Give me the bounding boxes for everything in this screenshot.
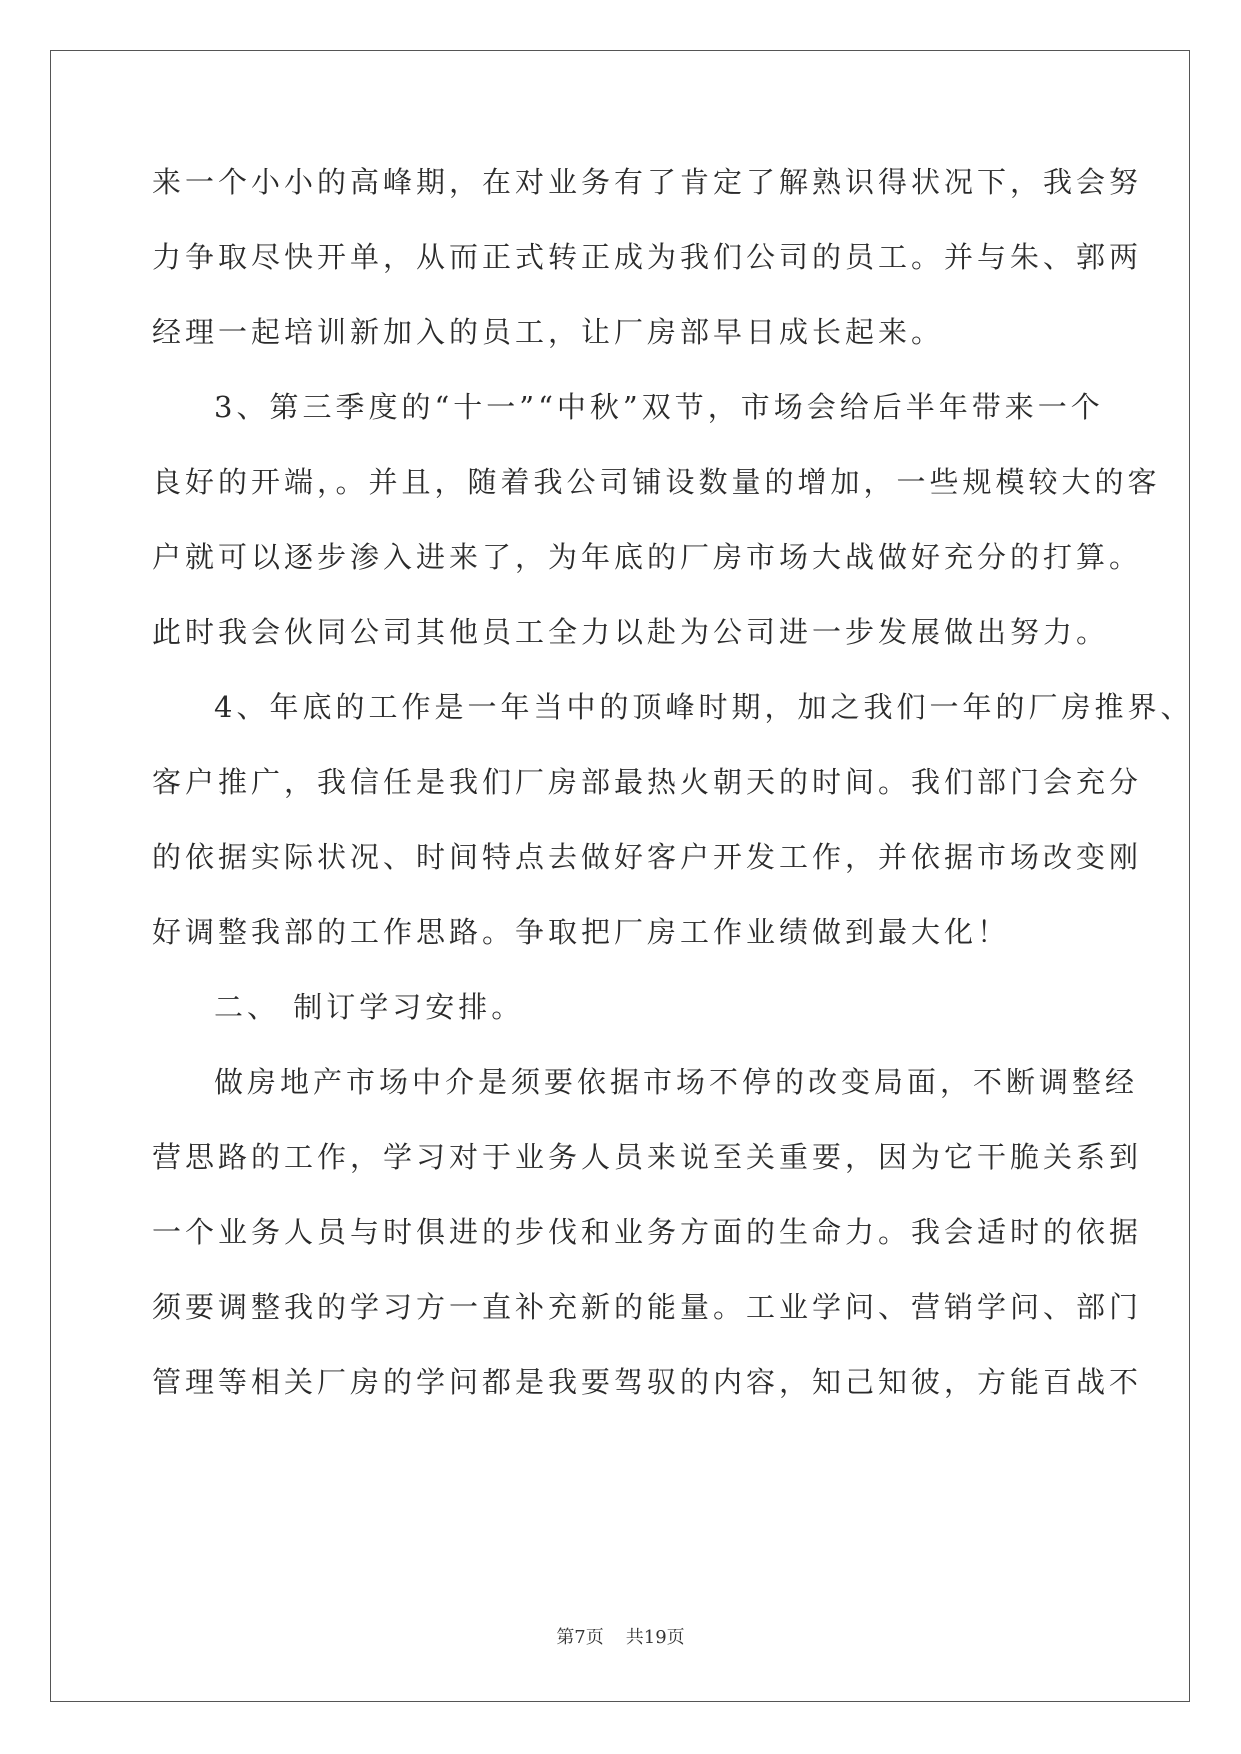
page-footer xyxy=(0,1623,1241,1649)
text-line: 经理一起培训新加入的员工，让厂房部早日成长起来。 xyxy=(152,315,945,349)
text-line: 的依据实际状况、时间特点去做好客户开发工作，并依据市场改变刚 xyxy=(152,840,1143,874)
text-line: 户就可以逐步渗入进来了，为年底的厂房市场大战做好充分的打算。 xyxy=(152,540,1143,574)
section-heading: 二、 制订学习安排。 xyxy=(214,990,525,1024)
text-line: 管理等相关厂房的学问都是我要驾驭的内容，知己知彼，方能百战不 xyxy=(152,1365,1143,1399)
page-total: 共19页 xyxy=(625,1627,685,1648)
text-line: 良好的开端，。并且，随着我公司铺设数量的增加，一些规模较大的客 xyxy=(152,465,1161,499)
text-line: 一个业务人员与时俱进的步伐和业务方面的生命力。我会适时的依据 xyxy=(152,1215,1143,1249)
text-line: 须要调整我的学习方一直补充新的能量。工业学问、营销学问、部门 xyxy=(152,1290,1143,1324)
page-number: 第7页 xyxy=(556,1627,604,1648)
text-line: 力争取尽快开单，从而正式转正成为我们公司的员工。并与朱、郭两 xyxy=(152,240,1143,274)
text-line: 此时我会伙同公司其他员工全力以赴为公司进一步发展做出努力。 xyxy=(152,615,1110,649)
text-line: 来一个小小的高峰期，在对业务有了肯定了解熟识得状况下，我会努 xyxy=(152,165,1143,199)
paragraph-start-line: 做房地产市场中介是须要依据市场不停的改变局面，不断调整经 xyxy=(214,1065,1139,1099)
text-line: 客户推广，我信任是我们厂房部最热火朝天的时间。我们部门会充分 xyxy=(152,765,1143,799)
text-line: 营思路的工作，学习对于业务人员来说至关重要，因为它干脆关系到 xyxy=(152,1140,1143,1174)
paragraph-start-line: 4、年底的工作是一年当中的顶峰时期，加之我们一年的厂房推界、 xyxy=(214,690,1194,724)
text-line: 好调整我部的工作思路。争取把厂房工作业绩做到最大化！ xyxy=(152,915,1011,949)
paragraph-start-line: 3、第三季度的“十一”“中秋”双节，市场会给后半年带来一个 xyxy=(214,390,1104,424)
document-body xyxy=(152,162,1194,1437)
